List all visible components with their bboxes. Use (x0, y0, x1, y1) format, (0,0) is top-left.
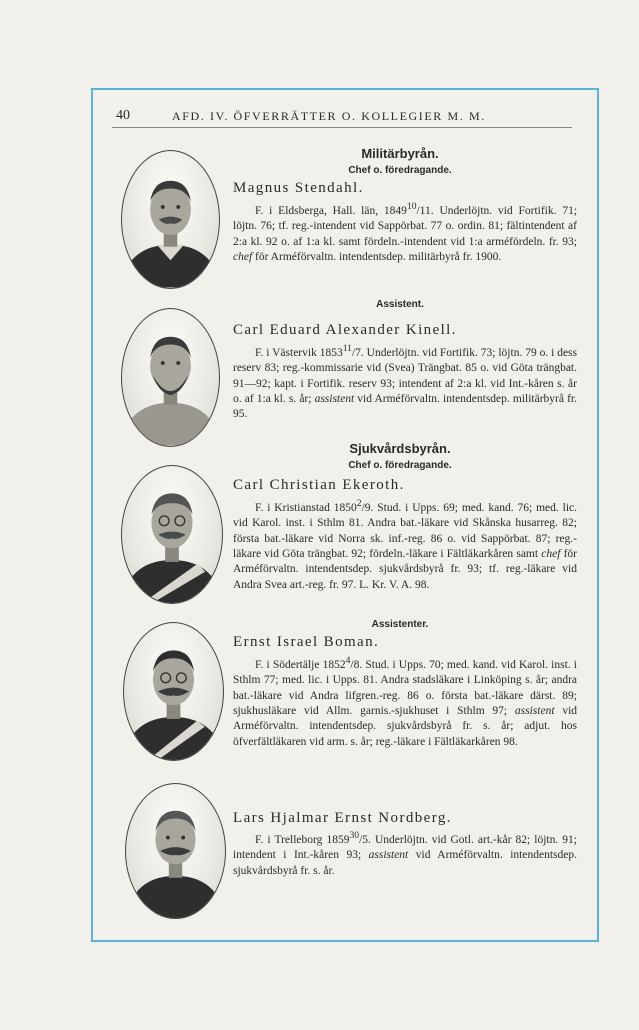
header-rule (112, 127, 572, 128)
person-name: Carl Eduard Alexander Kinell. (233, 322, 457, 338)
portrait-kinell (121, 308, 220, 447)
portrait-icon (122, 309, 219, 446)
person-name: Magnus Stendahl. (233, 180, 364, 196)
portrait-nordberg (125, 783, 226, 919)
portrait-ekeroth (121, 465, 223, 604)
person-name: Carl Christian Ekeroth. (233, 477, 405, 493)
section-title-sjukvardsbyran: Sjukvårdsbyrån. (349, 441, 451, 456)
person-bio: F. i Södertälje 1852$^4$/8. Stud. i Upps. 70; med. kand. vid Karol. inst. i Sthlm 77; med. lic. i Upps. 81. Andra stadsläkare i Linköping s. år; andra bat.-läkare vid Andra lifgren.-reg. 86 o. första bat.-läkare därst. 89; sjukhusläkare vid Allm. garnis.-sjukhuset i Sthlm 97; assistent vid Arméförvaltn. intendentsdep. sjukvårdsbyrå fr. s. år; adjut. hos öfverfältläkaren vid arm. s. år; reg.-läkare i Fältläkarkåren 98. (233, 655, 578, 748)
page-number: 40 (116, 108, 130, 123)
person-name: Lars Hjalmar Ernst Nordberg. (233, 810, 452, 826)
portrait-icon (126, 784, 225, 918)
running-header: AFD. IV. ÖFVERRÄTTER O. KOLLEGIER M. M. (172, 109, 486, 123)
section-title-militarbyran: Militärbyrån. (361, 146, 439, 161)
person-bio: F. i Kristianstad 1850$^2$/9. Stud. i Upps. 69; med. kand. 76; med. lic. vid Karol. inst. i Sthlm 81. Andra bat.-läkare vid Skånska husarreg. 82; första bat.-läkare vid Norra sk. inf.-reg. 86 o. vid Sappörbat. 87; reg.-läkare vid Göta trängbat. 92; fördeln.-läkare i Fältläkarkåren samt chef för Arméförvaltn. intendentsdep. sjukvårdsbyrå fr. 93; tf. reg.-läkare vid Andra Svea art.-reg. fr. 97. L. Kr. V. A. 98. (233, 498, 577, 591)
person-bio: F. i Västervik 1853$^{11}$/7. Underlöjtn. vid Fortifik. 73; löjtn. 79 o. i dess reserv 83; reg.-kommissarie vid (Svea) Trängbat. 85 o. vid Göta trängbat. 91—92; kapt. i Fortifik. reserv 93; intendent af 2:a kl. vid Int.-kåren s. år o. af 1:a kl. s. år; assistent vid Arméförvaltn. intendentsdep. militärbyrå fr. 95. (233, 343, 578, 421)
section-subtitle-chef: Chef o. föredragande. (348, 460, 452, 471)
person-bio: F. i Eldsberga, Hall. län, 1849$^{10}$/11. Underlöjtn. vid Fortifik. 71; löjtn. 76; tf. reg.-intendent vid Sappörbat. 77 o. ordin. 81; fältintendent af 2:a kl. 92 o. af 1:a kl. samt fördeln.-intendent vid 1:a arméfördeln. fr. 93; chef för Arméförvaltn. intendentsdep. militärbyrå fr. 1900. (233, 201, 578, 264)
person-bio: F. i Trelleborg 1859$^{30}$/5. Underlöjtn. vid Gotl. art.-kår 82; löjtn. 91; intendent i Int.-kåren 93; assistent vid Arméförvaltn. intendentsdep. sjukvårdsbyrå fr. s. år. (233, 830, 577, 877)
portrait-icon (122, 151, 219, 288)
portrait-boman (123, 622, 224, 761)
section-subtitle-assistenter: Assistenter. (371, 619, 429, 630)
section-subtitle-assistent: Assistent. (376, 299, 424, 310)
portrait-stendahl (121, 150, 220, 289)
section-subtitle-chef: Chef o. föredragande. (348, 165, 452, 176)
portrait-icon (124, 623, 223, 760)
person-name: Ernst Israel Boman. (233, 634, 380, 650)
portrait-icon (122, 466, 222, 603)
